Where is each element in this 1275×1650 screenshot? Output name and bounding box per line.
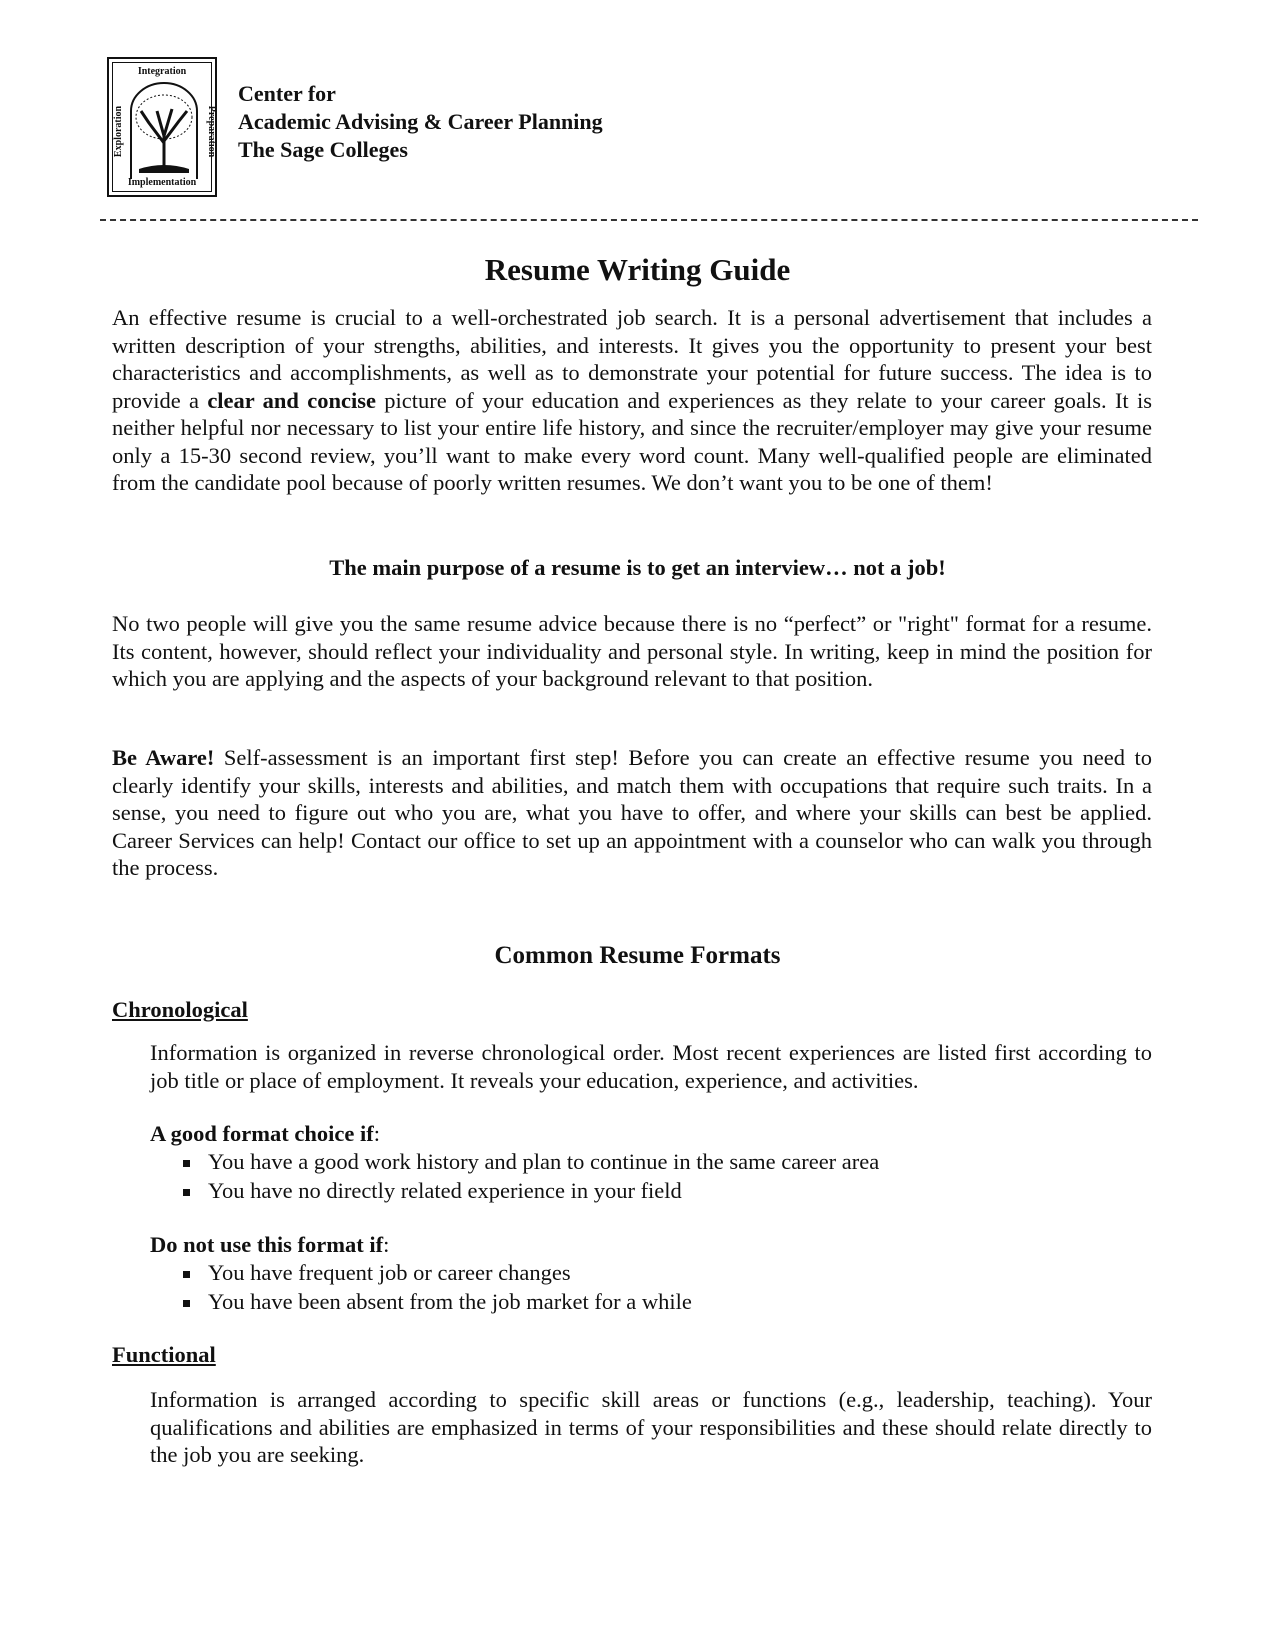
formats-heading: Common Resume Formats	[494, 942, 781, 969]
logo-label-top: Integration	[137, 66, 187, 77]
logo-label-bottom: Implementation	[127, 177, 197, 188]
main-purpose-statement: The main purpose of a resume is to get an interview… not a job!	[329, 555, 946, 580]
tree-icon	[127, 81, 201, 179]
logo-label-left: Exploration	[113, 105, 125, 158]
list-item: You have a good work history and plan to continue in the same career area	[150, 1148, 879, 1177]
good-format-label	[150, 1121, 380, 1147]
org-line-1: Center for	[238, 81, 336, 106]
good-format-label-text: A good format choice if	[150, 1121, 374, 1146]
intro-emphasis: clear and concise	[207, 387, 376, 413]
avoid-format-label	[150, 1232, 389, 1258]
functional-heading: Functional	[112, 1342, 216, 1367]
intro-text-2: picture of your education and experiences as they relate to your career goals. It is neither helpful nor necessary to list your entire life history, and since the recruiter/employer may give your resume only a 15-30 second review, you’ll want to make every word count. Many well-qualified people are eliminated from the candidate pool because of poorly written resumes. We don’t want you to be one of them!	[112, 387, 1152, 495]
avoid-format-colon: :	[383, 1232, 390, 1257]
page-title: Resume Writing Guide	[484, 252, 791, 287]
chronological-heading: Chronological	[112, 997, 248, 1022]
dashed-divider	[100, 219, 1198, 221]
be-aware-label: Be Aware!	[112, 745, 215, 770]
list-item: You have frequent job or career changes	[150, 1259, 692, 1288]
functional-description: Information is arranged according to specific skill areas or functions (e.g., leadership, teaching). Your qualifications and abilities are emphasized in terms of your responsibilities and these should relate directly to the job you are seeking.	[150, 1387, 1152, 1467]
list-item: You have been absent from the job market for a while	[150, 1288, 692, 1317]
organization-name	[238, 80, 603, 164]
chronological-description: Information is organized in reverse chronological order. Most recent experiences are listed first according to job title or place of employment. It reveals your education, experience, and activities.	[150, 1040, 1152, 1093]
logo	[107, 57, 217, 197]
intro-paragraph	[112, 304, 1152, 497]
be-aware-text: Self-assessment is an important first step! Before you can create an effective resume you need to clearly identify your skills, interests and abilities, and match them with occupations that require such traits. In a sense, you need to figure out who you are, what you have to offer, and where your skills can best be applied. Career Services can help! Contact our office to set up an appointment with a counselor who can walk you through the process.	[112, 745, 1153, 880]
be-aware-paragraph	[112, 744, 1152, 882]
avoid-format-list	[150, 1259, 692, 1316]
intro-text-1: An effective resume is crucial to a well-orchestrated job search. It is a personal advertisement that includes a written description of your strengths, abilities, and interests. It gives you the opportunity to present your best characteristics and accomplishments, as well as to demonstrate your potential for future success. The idea is to provide a	[112, 305, 1152, 413]
org-line-2: Academic Advising & Career Planning	[238, 109, 603, 134]
list-item: You have no directly related experience in your field	[150, 1177, 879, 1206]
advice-paragraph: No two people will give you the same resume advice because there is no “perfect” or "right" format for a resume. Its content, however, should reflect your individuality and personal style. In writing, keep in mind the position for which you are applying and the aspects of your background relevant to that position.	[112, 611, 1152, 691]
avoid-format-label-text: Do not use this format if	[150, 1232, 384, 1257]
logo-label-right: Preparation	[205, 105, 217, 158]
logo-frame	[112, 62, 217, 192]
org-line-3: The Sage Colleges	[238, 137, 408, 162]
good-format-list	[150, 1148, 879, 1205]
good-format-colon: :	[373, 1121, 380, 1146]
